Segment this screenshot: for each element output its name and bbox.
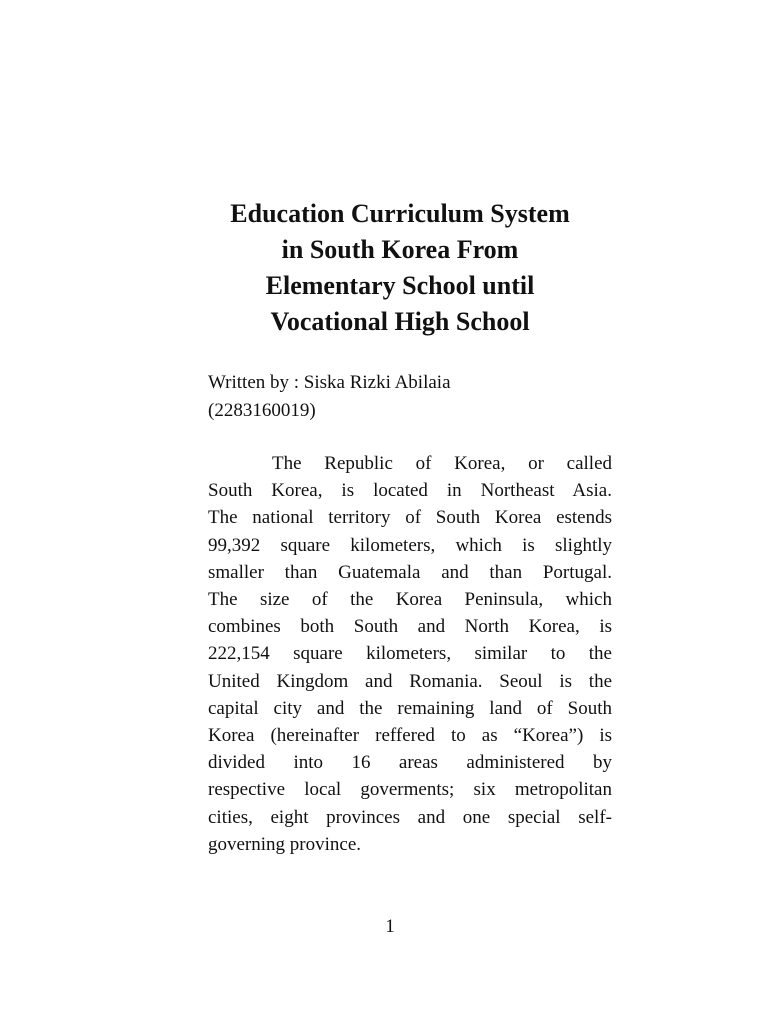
paragraph-line: capital city and the remaining land of South [208,697,612,719]
paragraph-line: United Kingdom and Romania. Seoul is the [208,670,612,692]
title-line: Elementary School until [265,271,535,300]
title-line: Vocational High School [270,307,530,336]
body-paragraph [208,450,612,858]
paragraph-line: governing province. [208,833,362,855]
paragraph-line: The Republic of Korea, or called [272,453,612,474]
paragraph-line: combines both South and North Korea, is [208,616,612,638]
paragraph-line: The national territory of South Korea estends [208,507,612,529]
author-name: Written by : Siska Rizki Abilaia [208,372,451,393]
paragraph-line: 222,154 square kilometers, similar to the [208,643,612,665]
page-number: 1 [385,916,395,937]
student-id: (2283160019) [208,400,316,421]
paragraph-line: The size of the Korea Peninsula, which [208,589,612,611]
paragraph-line: cities, eight provinces and one special self- [208,806,612,828]
author-block [208,369,612,425]
paragraph-line: Korea (hereinafter reffered to as “Korea”) is [208,725,612,747]
document-title [190,196,610,340]
paragraph-line: respective local goverments; six metropolitan [208,779,612,801]
title-line: Education Curriculum System [230,199,570,228]
paragraph-line: smaller than Guatemala and than Portugal. [208,561,612,583]
paragraph-line: South Korea, is located in Northeast Asia. [208,480,612,502]
paragraph-line: divided into 16 areas administered by [208,752,612,774]
paragraph-line: 99,392 square kilometers, which is slightly [208,534,612,556]
title-line: in South Korea From [281,235,519,264]
